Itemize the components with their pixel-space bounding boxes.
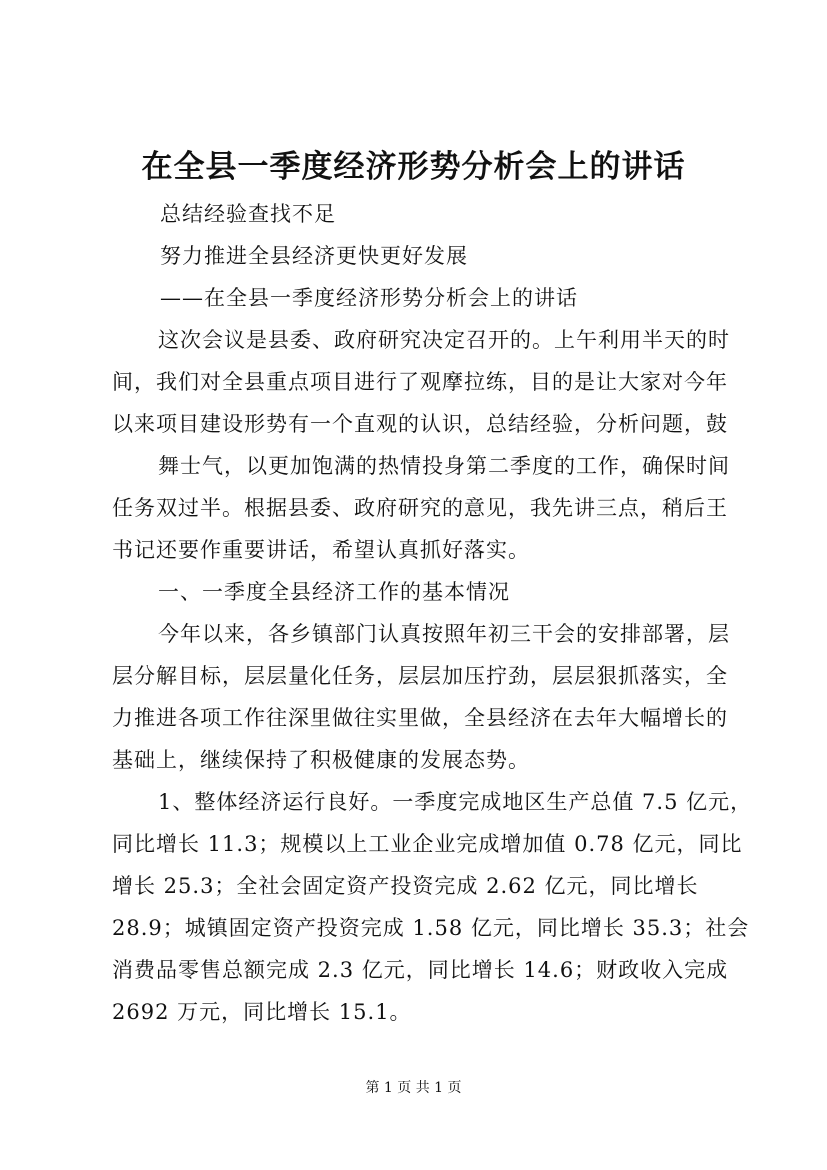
- body-line: 力推进各项工作往深里做往实里做，全县经济在去年大幅增长的: [112, 706, 728, 730]
- body-line: 2692 万元，同比增长 15.1。: [112, 1000, 412, 1024]
- body-line: 层分解目标，层层量化任务，层层加压拧劲，层层狠抓落实，全: [112, 664, 728, 688]
- body-line: 28.9；城镇固定资产投资完成 1.58 亿元，同比增长 35.3；社会: [112, 916, 750, 940]
- page-number-footer: 第 1 页 共 1 页: [365, 1080, 462, 1096]
- body-line: 消费品零售总额完成 2.3 亿元，同比增长 14.6；财政收入完成: [112, 958, 729, 982]
- body-line: 基础上，继续保持了积极健康的发展态势。: [112, 748, 530, 772]
- body-line: 这次会议是县委、政府研究决定召开的。上午利用半天的时: [158, 328, 730, 352]
- section-heading: 一、一季度全县经济工作的基本情况: [158, 580, 510, 604]
- body-line: 书记还要作重要讲话，希望认真抓好落实。: [112, 538, 530, 562]
- body-line: 以来项目建设形势有一个直观的认识，总结经验，分析问题，鼓: [112, 412, 728, 436]
- subtitle-line-2: 努力推进全县经济更快更好发展: [160, 244, 468, 268]
- document-title: 在全县一季度经济形势分析会上的讲话: [141, 149, 686, 185]
- body-line: 舞士气，以更加饱满的热情投身第二季度的工作，确保时间: [158, 454, 730, 478]
- body-line: 同比增长 11.3；规模以上工业企业完成增加值 0.78 亿元，同比: [112, 832, 743, 856]
- body-line: 任务双过半。根据县委、政府研究的意见，我先讲三点，稍后王: [112, 496, 728, 520]
- body-line: 间，我们对全县重点项目进行了观摩拉练，目的是让大家对今年: [112, 370, 728, 394]
- body-line: 1、整体经济运行良好。一季度完成地区生产总值 7.5 亿元，: [158, 790, 753, 814]
- body-line: 今年以来，各乡镇部门认真按照年初三干会的安排部署，层: [158, 622, 730, 646]
- subtitle-line-1: 总结经验查找不足: [160, 202, 336, 226]
- body-line: 增长 25.3；全社会固定资产投资完成 2.62 亿元，同比增长: [112, 874, 699, 898]
- subtitle-line-3: ——在全县一季度经济形势分析会上的讲话: [160, 286, 578, 310]
